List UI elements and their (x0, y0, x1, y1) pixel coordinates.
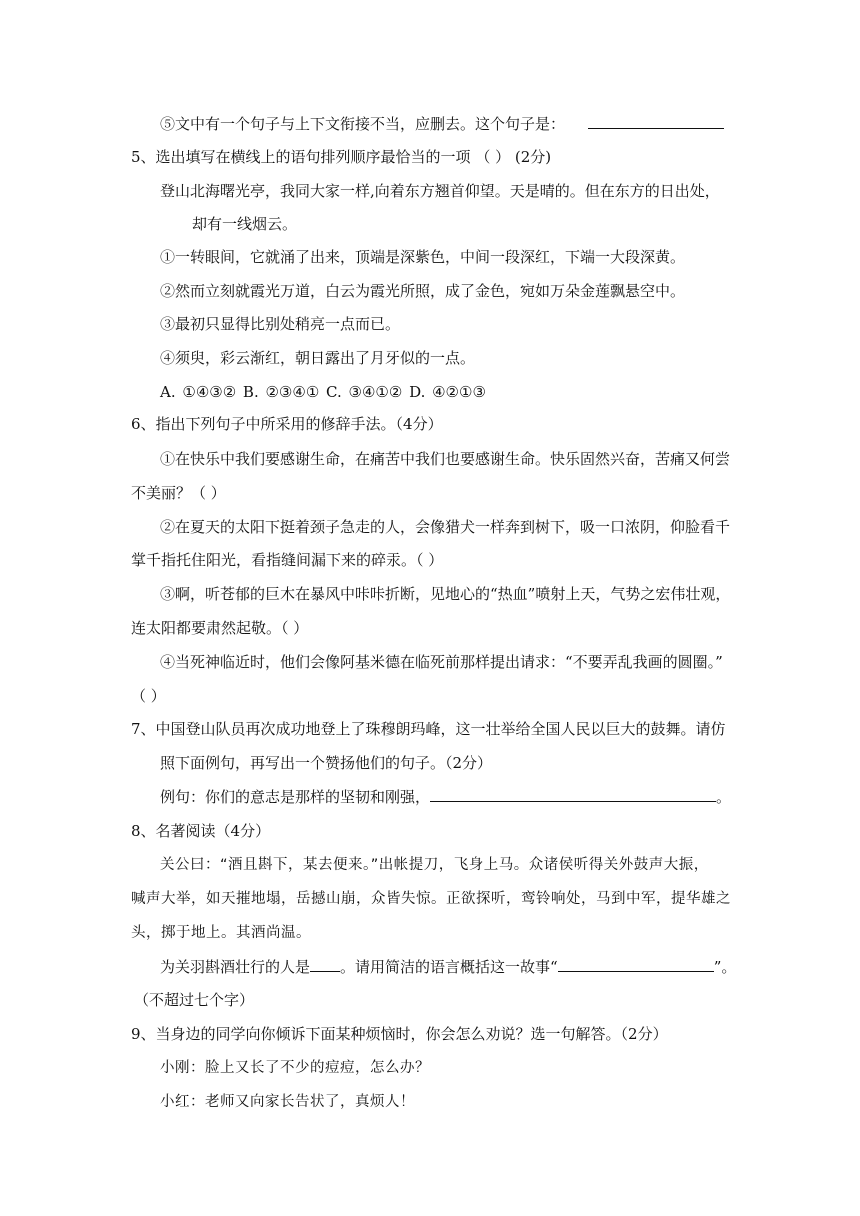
q8-question-line2: （不超过七个字） (134, 991, 255, 1009)
q7-example-text: 例句：你们的意志是那样的坚韧和刚强， (160, 788, 431, 806)
q5-options: A. ①④③② B. ②③④① C. ③④①② D. ④②①③ (160, 383, 486, 401)
q5-passage-line2: 却有一线烟云。 (192, 215, 298, 233)
answer-blank[interactable] (588, 114, 724, 129)
answer-blank[interactable] (430, 787, 716, 802)
q8-question-part2: 。请用简洁的语言概括这一故事“ (340, 958, 558, 976)
answer-blank[interactable] (558, 957, 714, 972)
q7-end-punct: 。 (716, 788, 732, 806)
answer-blank[interactable] (310, 957, 340, 972)
q7-stem-line2: 照下面例句，再写出一个赞扬他们的句子。（2分） (160, 754, 493, 772)
q5-stem: 5、选出填写在横线上的语句排列顺序最恰当的一项 （ ） (2分) (131, 148, 552, 166)
q7-stem-line1: 7、中国登山队员再次成功地登上了珠穆朗玛峰，这一壮举给全国人民以巨大的鼓舞。请仿 (131, 720, 726, 738)
q6-item3-line1: ③啊，听苍郁的巨木在暴风中咔咔折断，见地心的“热血”喷射上天，气势之宏伟壮观， (160, 585, 731, 603)
q6-item4-line2: （ ） (131, 687, 166, 705)
q6-item3-line2: 连太阳都要肃然起敬。（ ） (131, 619, 309, 637)
item5-sentence-question (160, 114, 724, 134)
q9-option-a: 小刚：脸上又长了不少的痘痘，怎么办？ (160, 1060, 430, 1076)
q5-sentence-3: ③最初只显得比别处稍亮一点而已。 (160, 315, 401, 333)
q5-passage-line1: 登山北海曙光亭，我同大家一样,向着东方翘首仰望。天是晴的。但在东方的日出处， (160, 182, 720, 200)
q9-stem: 9、当身边的同学向你倾诉下面某种烦恼时，你会怎么劝说？选一句解答。（2分） (131, 1025, 668, 1043)
q6-item2-line2: 掌千指托住阳光，看指缝间漏下来的碎汞。（ ） (131, 551, 444, 569)
q7-example (160, 787, 731, 807)
q8-question-part1: 为关羽斟酒壮行的人是 (160, 958, 311, 976)
q6-item1-line1: ①在快乐中我们要感谢生命，在痛苦中我们也要感谢生命。快乐固然兴奋，苦痛又何尝 (160, 450, 731, 468)
q9-option-b: 小红：老师又向家长告状了，真烦人！ (160, 1094, 415, 1110)
q8-question-part3: ”。 (713, 958, 737, 976)
q8-passage-line2: 喊声大举，如天摧地塌，岳撼山崩，众皆失惊。正欲探听，鸾铃响处，马到中军，提华雄之 (131, 891, 731, 907)
q5-sentence-4: ④须臾，彩云渐红，朝日露出了月牙似的一点。 (160, 349, 476, 367)
q6-item4-line1: ④当死神临近时，他们会像阿基米德在临死前那样提出请求：“不要弄乱我画的圆圈。” (160, 653, 723, 671)
item5-text: ⑤文中有一个句子与上下文衔接不当，应删去。这个句子是： (160, 115, 566, 133)
q6-stem: 6、指出下列句子中所采用的修辞手法。（4分） (131, 415, 443, 433)
q8-passage-line1: 关公曰：“酒且斟下，某去便来。”出帐提刀，飞身上马。众诸侯听得关外鼓声大振， (160, 857, 709, 873)
q8-question (160, 957, 736, 977)
q5-sentence-1: ①一转眼间，它就涌了出来，顶端是深紫色，中间一段深红，下端一大段深黄。 (160, 248, 686, 266)
q8-stem: 8、名著阅读（4分） (131, 822, 271, 840)
q6-item1-line2: 不美丽？（ ） (131, 484, 226, 502)
q6-item2-line1: ②在夏天的太阳下挺着颈子急走的人，会像猎犬一样奔到树下，吸一口浓阴，仰脸看千 (160, 518, 731, 536)
q8-passage-line3: 头，掷于地上。其酒尚温。 (131, 925, 311, 941)
q5-sentence-2: ②然而立刻就霞光万道，白云为霞光所照，成了金色，宛如万朵金莲飘悬空中。 (160, 282, 686, 300)
